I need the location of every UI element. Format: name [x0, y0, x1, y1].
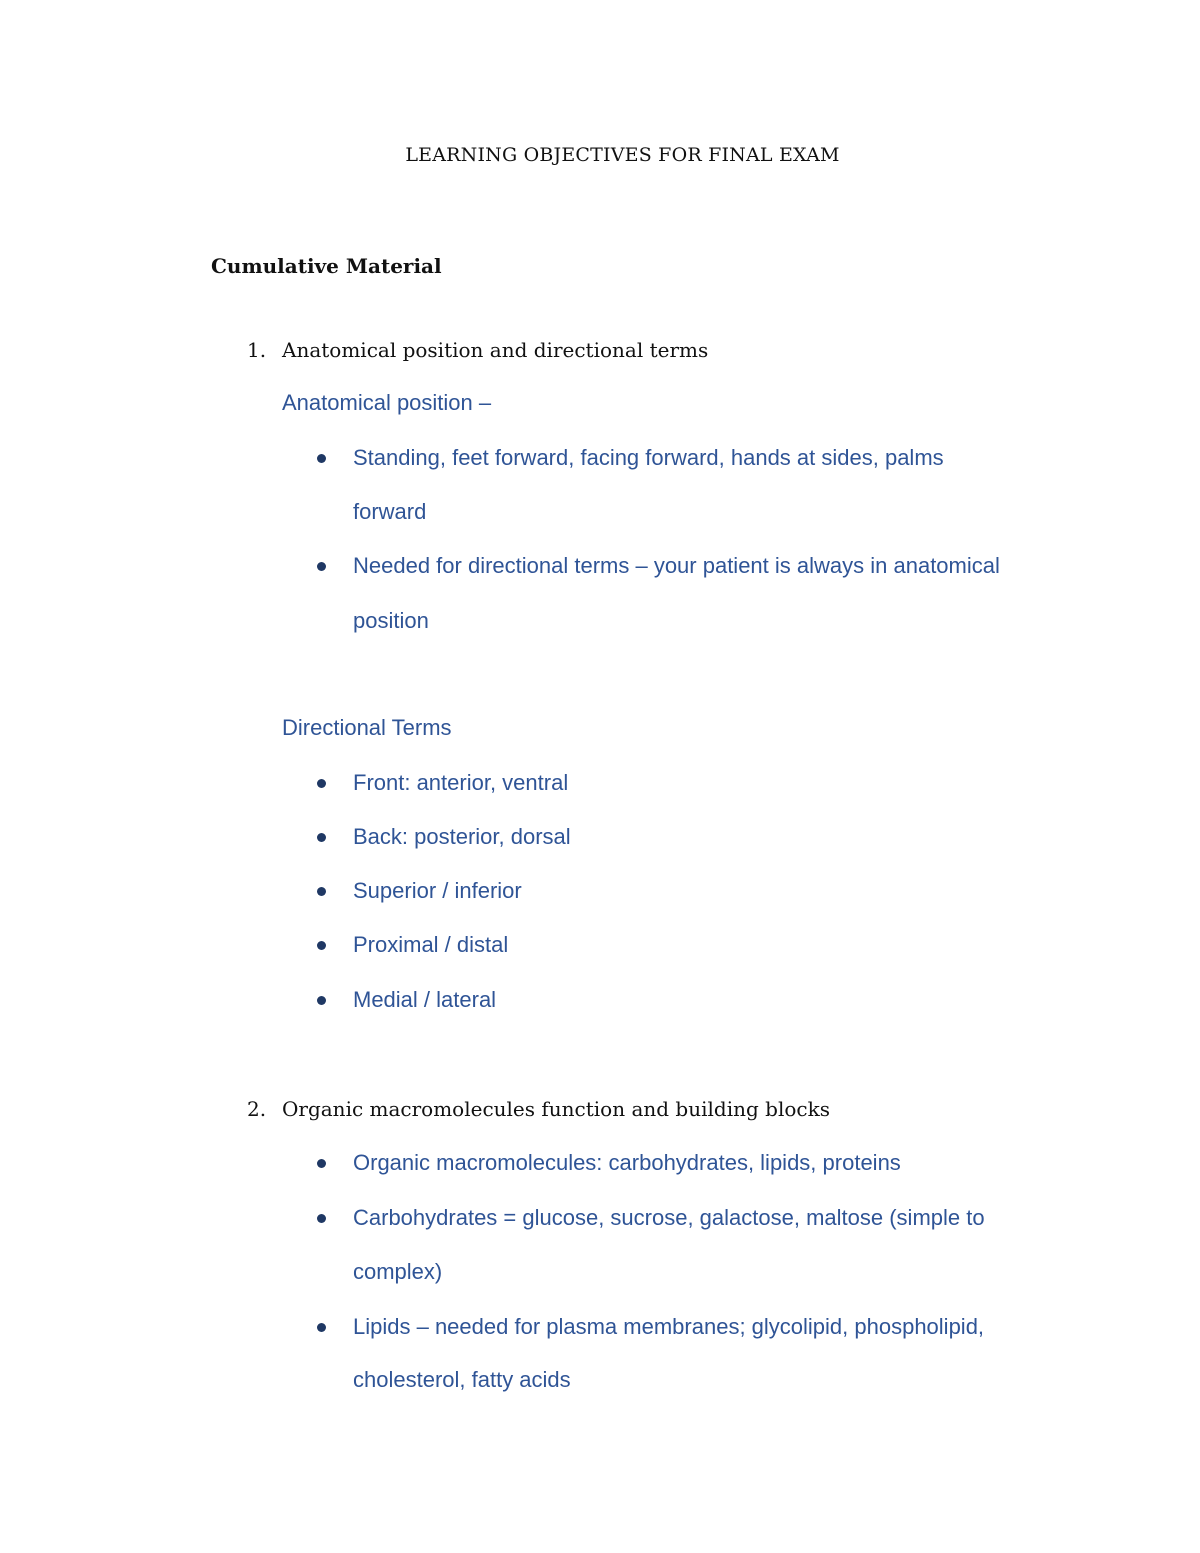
bullet-text: Medial / lateral: [353, 987, 497, 1012]
bullet-icon: [317, 1214, 326, 1223]
subheading: Directional Terms: [282, 715, 452, 740]
bullet-text-continued: position: [353, 608, 429, 633]
section-heading: Cumulative Material: [211, 254, 442, 278]
bullet-icon: [317, 996, 326, 1005]
item-heading: Anatomical position and directional terms: [282, 338, 709, 362]
subheading: Anatomical position –: [282, 390, 492, 415]
bullet-text: Needed for directional terms – your patient is always in anatomical: [353, 553, 1000, 578]
bullet-text: Back: posterior, dorsal: [353, 824, 571, 849]
bullet-icon: [317, 562, 326, 571]
bullet-icon: [317, 779, 326, 788]
item-heading: Organic macromolecules function and building blocks: [282, 1097, 830, 1121]
page-title: LEARNING OBJECTIVES FOR FINAL EXAM: [405, 144, 840, 166]
bullet-icon: [317, 887, 326, 896]
bullet-icon: [317, 454, 326, 463]
bullet-icon: [317, 833, 326, 842]
bullet-text: Proximal / distal: [353, 932, 509, 957]
bullet-text: Organic macromolecules: carbohydrates, lipids, proteins: [353, 1150, 901, 1175]
bullet-text: Front: anterior, ventral: [353, 770, 569, 795]
bullet-icon: [317, 1159, 326, 1168]
bullet-text: Carbohydrates = glucose, sucrose, galactose, maltose (simple to: [353, 1205, 985, 1230]
bullet-text: Lipids – needed for plasma membranes; glycolipid, phospholipid,: [353, 1314, 985, 1339]
bullet-text: Superior / inferior: [353, 878, 522, 903]
bullet-text: Standing, feet forward, facing forward, hands at sides, palms: [353, 445, 944, 470]
bullet-text-continued: complex): [353, 1259, 443, 1284]
bullet-text-continued: forward: [353, 499, 427, 524]
bullet-icon: [317, 1323, 326, 1332]
bullet-icon: [317, 941, 326, 950]
bullet-text-continued: cholesterol, fatty acids: [353, 1367, 571, 1392]
item-number: 1.: [247, 338, 267, 362]
item-number: 2.: [247, 1097, 267, 1121]
